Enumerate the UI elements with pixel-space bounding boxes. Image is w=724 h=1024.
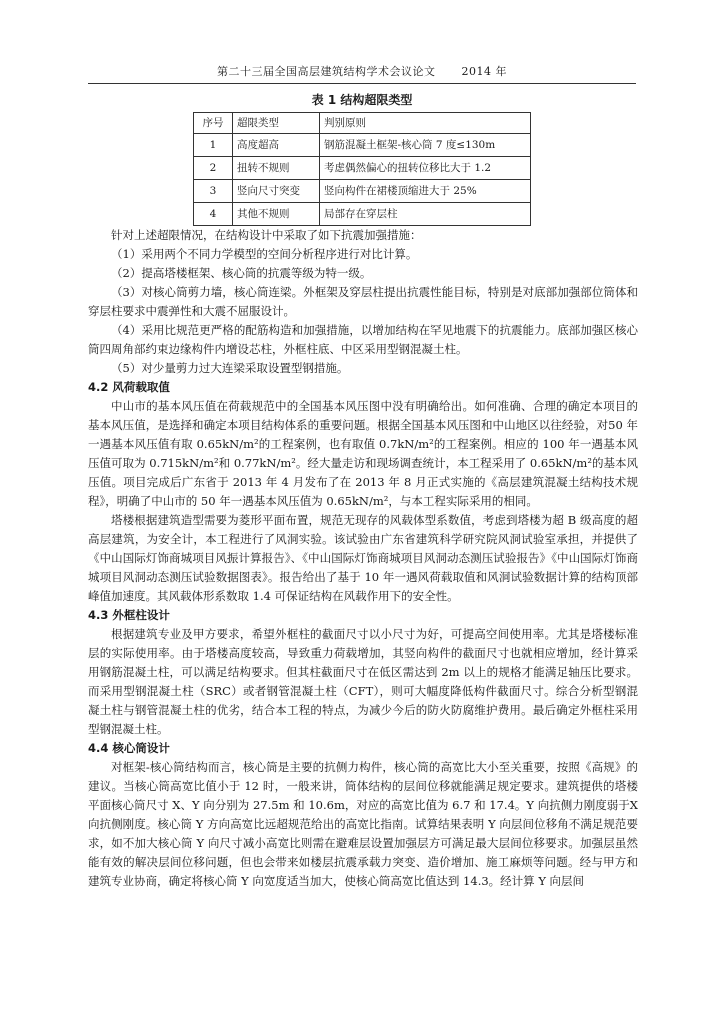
- section-heading-outer-column: 4.3 外框柱设计: [88, 608, 170, 622]
- row-type: 高度超高: [233, 134, 320, 157]
- row-no: 1: [194, 134, 233, 157]
- header-year: 2014 年: [461, 65, 507, 78]
- paragraph: 根据建筑专业及甲方要求，希望外框柱的截面尺寸以小尺寸为好，可提高空间使用率。尤其是塔楼标准层的实际使用率。由于塔楼高度较高，导致重力荷载增加，其竖向构件的截面尺寸也就相应增加，经计算采用钢筋混凝土柱，可以满足结构要求。但其柱截面尺寸在低区需达到 2m 以上的规格才能满足轴压比要求。而采用型钢混凝土柱（SRC）或者钢管混凝土柱（CFT），则可大幅度降低构件截面尺寸。综合分析型钢混凝土柱与钢管混凝土柱的优劣，结合本工程的特点，为减少今后的防火防腐维护费用。最后确定外框柱采用型钢混凝土柱。: [88, 627, 638, 736]
- measure-item: （1）采用两个不同力学模型的空间分析程序进行对比计算。: [111, 247, 418, 261]
- row-no: 3: [194, 180, 233, 203]
- overlimit-table: [193, 112, 531, 226]
- row-rule: 考虑偶然偏心的扭转位移比大于 1.2: [320, 157, 531, 180]
- table-row: [194, 157, 531, 180]
- measure-item: （2）提高塔楼框架、核心筒的抗震等级为特一级。: [111, 266, 372, 280]
- header-rule: [88, 83, 636, 84]
- running-header: [0, 64, 724, 80]
- header-title: 第二十三届全国高层建筑结构学术会议论文: [217, 65, 436, 78]
- measure-item: （3）对核心筒剪力墙，核心筒连梁。外框架及穿层柱提出抗震性能目标，特别是对底部加强部位筒体和穿层柱要求中震弹性和大震不屈服设计。: [88, 285, 638, 318]
- row-rule: 局部存在穿层柱: [320, 203, 531, 226]
- measure-item: （4）采用比规范更严格的配筋构造和加强措施，以增加结构在罕见地震下的抗震能力。底部加强区核心筒四周角部约束边缘构件内增设芯柱，外框柱底、中区采用型钢混凝土柱。: [88, 323, 638, 356]
- measure-item: （5）对少量剪力过大连梁采取设置型钢措施。: [111, 361, 349, 375]
- row-no: 4: [194, 203, 233, 226]
- row-type: 竖向尺寸突变: [233, 180, 320, 203]
- column-header-type: 超限类型: [233, 113, 320, 134]
- paragraph: 中山市的基本风压值在荷载规范中的全国基本风压图中没有明确给出。如何准确、合理的确定本项目的基本风压值，是选择和确定本项目结构体系的重要问题。根据全国基本风压图和中山地区以往经验，对50 年一遇基本风压值有取 0.65kN/m²的工程案例，也有取值 0.7kN/m²的工程案例。相应的 100 年一遇基本风压值可取为 0.715kN/m²和 0.77kN/m²。经大量走访和现场调查统计，本工程采用了 0.65kN/m²的基本风压值。项目完成后广东省于 2013 年 4 月发布了在 2013 年 8 月正式实施的《高层建筑混凝土结构技术规程》，明确了中山市的 50 年一遇基本风压值为 0.65kN/m²，与本工程实际采用的相同。: [88, 399, 638, 508]
- row-rule: 钢筋混凝土框架-核心筒 7 度≤130m: [320, 134, 531, 157]
- table-row: [194, 134, 531, 157]
- table-row: [194, 203, 531, 226]
- row-no: 2: [194, 157, 233, 180]
- section-heading-wind-load: 4.2 风荷载取值: [88, 380, 170, 394]
- measures-intro: 针对上述超限情况，在结构设计中采取了如下抗震加强措施：: [111, 228, 422, 242]
- column-header-rule: 判别原则: [320, 113, 531, 134]
- row-rule: 竖向构件在裙楼顶缩进大于 25%: [320, 180, 531, 203]
- table-caption: 表 1 结构超限类型: [311, 93, 413, 107]
- section-heading-core-tube: 4.4 核心筒设计: [88, 741, 170, 755]
- body-text: [88, 226, 638, 891]
- row-type: 其他不规则: [233, 203, 320, 226]
- paragraph: 对框架-核心筒结构而言，核心筒是主要的抗侧力构件，核心筒的高宽比大小至关重要，按照《高规》的建议。当核心筒高宽比值小于 12 时，一般来讲，筒体结构的层间位移就能满足规定要求。建筑提供的塔楼平面核心筒尺寸 X、Y 向分别为 27.5m 和 10.6m，对应的高宽比值为 6.7 和 17.4。Y 向抗侧力刚度弱于X 向抗侧刚度。核心筒 Y 方向高宽比远超规范给出的高宽比指南。试算结果表明 Y 向层间位移角不满足规范要求，如不加大核心筒 Y 向尺寸减小高宽比则需在避难层设置加强层方可满足最大层间位移要求。加强层虽然能有效的解决层间位移问题，但也会带来如楼层抗震承载力突变、造价增加、施工麻烦等问题。经与甲方和建筑专业协商，确定将核心筒 Y 向宽度适当加大，使核心筒高宽比值达到 14.3。经计算 Y 向层间: [88, 760, 638, 888]
- row-type: 扭转不规则: [233, 157, 320, 180]
- table-header-row: [194, 113, 531, 134]
- paragraph: 塔楼根据建筑造型需要为菱形平面布置，规范无现存的风载体型系数值，考虑到塔楼为超 B 级高度的超高层建筑，为安全计，本工程进行了风洞实验。该试验由广东省建筑科学研究院风洞试验室承担，并提供了《中山国际灯饰商城项目风振计算报告》、《中山国际灯饰商城项目风洞动态测压试验报告》《中山国际灯饰商城项目风洞动态测压试验数据图表》。报告给出了基于 10 年一遇风荷载取值和风洞试验数据计算的结构顶部峰值加速度。其风载体形系数取 1.4 可保证结构在风载作用下的安全性。: [88, 513, 638, 603]
- column-header-no: 序号: [194, 113, 233, 134]
- table-row: [194, 180, 531, 203]
